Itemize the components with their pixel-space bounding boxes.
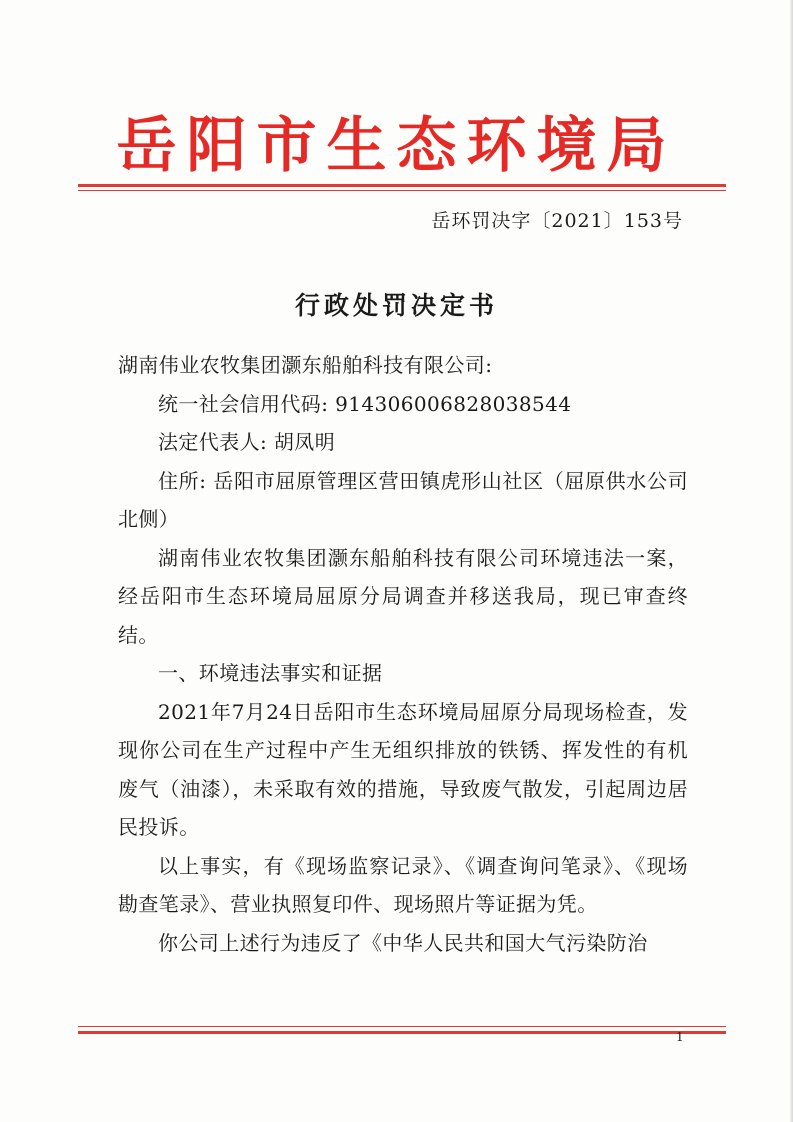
document-title: 行政处罚决定书	[294, 291, 498, 320]
evidence-paragraph: 以上事实，有《现场监察记录》、《调查询问笔录》、《现场勘查笔录》、营业执照复印件、现场照片等证据为凭。	[118, 853, 688, 916]
agency-header-title: 岳阳市生态环境局	[116, 111, 677, 181]
address-line: 住所: 岳阳市屈原管理区营田镇虎形山社区（屈原供水公司北侧）	[118, 468, 688, 531]
legal-representative-line: 法定代表人: 胡凤明	[158, 430, 336, 454]
document-number: 岳环罚决字〔2021〕153号	[431, 210, 683, 232]
footer-rule-thin	[78, 1026, 726, 1027]
document-body	[118, 346, 688, 962]
header-rule-thick	[78, 184, 726, 187]
violation-paragraph: 你公司上述行为违反了《中华人民共和国大气污染防治	[158, 930, 648, 955]
header-rule-thin	[78, 190, 726, 191]
facts-paragraph: 2021年7月24日岳阳市生态环境局屈原分局现场检查，发现你公司在生产过程中产生无组织排放的铁锈、挥发性的有机废气（油漆），未采取有效的措施，导致废气散发，引起周边居民投诉。	[118, 699, 688, 839]
recipient-line: 湖南伟业农牧集团灏东船舶科技有限公司:	[118, 353, 493, 377]
credit-code-line: 统一社会信用代码: 91430600682803854​4	[158, 391, 572, 416]
footer-rule-thick	[78, 1031, 726, 1034]
intro-paragraph: 湖南伟业农牧集团灏东船舶科技有限公司环境违法一案，经岳阳市生态环境局屈原分局调查并移送我局，现已审查终结。	[118, 545, 688, 647]
page-number: 1	[676, 1030, 684, 1044]
section-heading: 一、环境违法事实和证据	[158, 661, 383, 685]
